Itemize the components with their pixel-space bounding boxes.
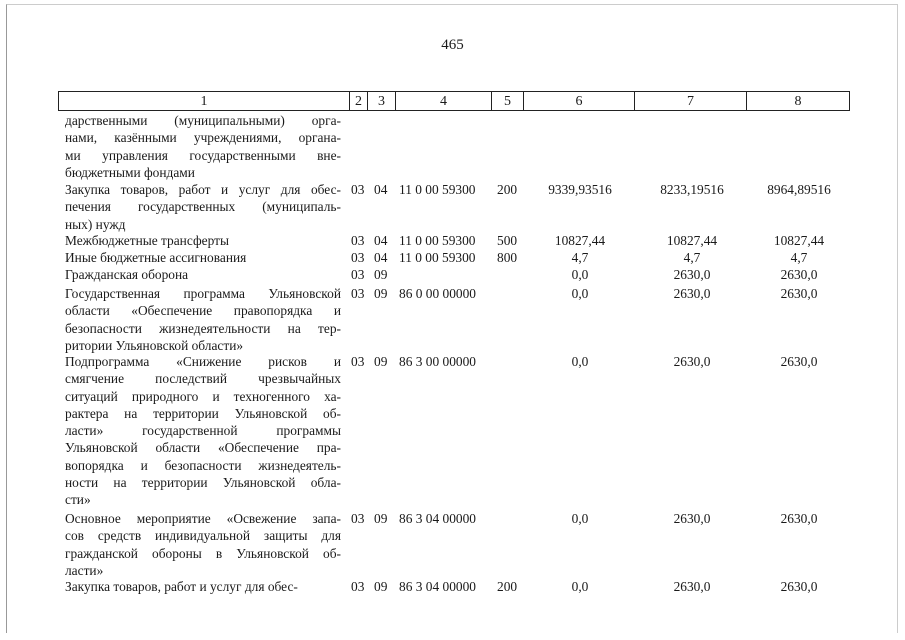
cell-v6: 0,0 bbox=[571, 511, 589, 526]
description-line: ми управления государственными вне- bbox=[65, 147, 341, 163]
cell-v8: 10827,44 bbox=[773, 233, 825, 248]
description-line: Гражданская оборона bbox=[65, 267, 189, 282]
description-line: сти» bbox=[65, 492, 91, 508]
description-line: ных) нужд bbox=[65, 216, 126, 232]
cell-rz: 03 bbox=[351, 579, 365, 594]
cell-pr: 04 bbox=[374, 250, 388, 265]
cell-v6: 9339,93516 bbox=[548, 182, 612, 197]
row-description bbox=[65, 578, 341, 595]
description-line: Закупка товаров, работ и услуг для обес- bbox=[65, 579, 298, 594]
cell-pr: 04 bbox=[374, 233, 388, 248]
description-line: нами, казёнными учреждениями, органа- bbox=[65, 130, 341, 146]
cell-v6: 0,0 bbox=[571, 579, 589, 594]
cell-v8: 2630,0 bbox=[780, 511, 818, 526]
cell-pr: 09 bbox=[374, 511, 388, 526]
description-line: Подпрограмма «Снижение рисков и bbox=[65, 354, 341, 369]
description-line: дарственными (муниципальными) орга- bbox=[65, 113, 341, 128]
description-line: Основное мероприятие «Освежение запа- bbox=[65, 511, 341, 526]
cell-v8: 4,7 bbox=[790, 250, 808, 265]
cell-rz: 03 bbox=[351, 267, 365, 282]
row-description bbox=[65, 181, 341, 233]
cell-pr: 04 bbox=[374, 182, 388, 197]
description-line: Государственная программа Ульяновской bbox=[65, 286, 341, 301]
cell-v8: 2630,0 bbox=[780, 286, 818, 301]
page-number: 465 bbox=[441, 37, 464, 53]
cell-vr: 200 bbox=[497, 579, 518, 594]
description-line: бюджетными фондами bbox=[65, 164, 195, 180]
description-line: ности на территории Ульяновской обла- bbox=[65, 475, 341, 491]
cell-csr: 11 0 00 59300 bbox=[399, 182, 476, 197]
cell-rz: 03 bbox=[351, 286, 365, 301]
cell-v6: 4,7 bbox=[571, 250, 589, 265]
header-col-1: 1 bbox=[58, 91, 350, 111]
description-line: Межбюджетные трансферты bbox=[65, 233, 229, 248]
cell-rz: 03 bbox=[351, 354, 365, 369]
cell-v7: 2630,0 bbox=[673, 286, 711, 301]
cell-vr: 200 bbox=[497, 182, 518, 197]
description-line: Закупка товаров, работ и услуг для обес- bbox=[65, 182, 341, 197]
description-line: Иные бюджетные ассигнования bbox=[65, 250, 247, 265]
description-line: безопасности жизнедеятельности на тер- bbox=[65, 320, 341, 336]
row-description bbox=[65, 266, 341, 283]
cell-csr: 86 3 00 00000 bbox=[399, 354, 476, 369]
cell-v6: 0,0 bbox=[571, 286, 589, 301]
row-description bbox=[65, 353, 341, 509]
cell-v6: 0,0 bbox=[571, 354, 589, 369]
cell-v7: 2630,0 bbox=[673, 267, 711, 282]
cell-v7: 4,7 bbox=[683, 250, 701, 265]
description-line: гражданской обороны в Ульяновской об- bbox=[65, 545, 341, 561]
description-line: рактера на территории Ульяновской об- bbox=[65, 405, 341, 421]
description-line: ритории Ульяновской области» bbox=[65, 337, 244, 353]
header-col-6: 6 bbox=[524, 91, 635, 111]
cell-v7: 2630,0 bbox=[673, 511, 711, 526]
cell-pr: 09 bbox=[374, 267, 388, 282]
cell-vr: 800 bbox=[497, 250, 518, 265]
header-col-4: 4 bbox=[396, 91, 492, 111]
cell-vr: 500 bbox=[497, 233, 518, 248]
description-line: Ульяновской области «Обеспечение пра- bbox=[65, 440, 341, 456]
cell-rz: 03 bbox=[351, 233, 365, 248]
row-description bbox=[65, 249, 341, 266]
header-col-3: 3 bbox=[368, 91, 396, 111]
description-line: ласти» bbox=[65, 562, 104, 578]
cell-rz: 03 bbox=[351, 250, 365, 265]
description-line: ласти» государственной программы bbox=[65, 423, 341, 439]
cell-pr: 09 bbox=[374, 286, 388, 301]
cell-v7: 2630,0 bbox=[673, 579, 711, 594]
description-line: ситуаций природного и техногенного ха- bbox=[65, 388, 341, 404]
cell-v8: 2630,0 bbox=[780, 354, 818, 369]
cell-v6: 10827,44 bbox=[554, 233, 606, 248]
cell-v7: 8233,19516 bbox=[660, 182, 724, 197]
description-line: области «Обеспечение правопорядка и bbox=[65, 303, 341, 319]
cell-rz: 03 bbox=[351, 182, 365, 197]
cell-v8: 2630,0 bbox=[780, 579, 818, 594]
header-col-8: 8 bbox=[747, 91, 850, 111]
row-description bbox=[65, 285, 341, 354]
cell-pr: 09 bbox=[374, 579, 388, 594]
cell-csr: 11 0 00 59300 bbox=[399, 250, 476, 265]
header-col-5: 5 bbox=[492, 91, 524, 111]
description-line: вопорядка и безопасности жизнедеятель- bbox=[65, 457, 341, 473]
cell-v8: 2630,0 bbox=[780, 267, 818, 282]
cell-csr: 86 3 04 00000 bbox=[399, 511, 476, 526]
cell-v7: 10827,44 bbox=[666, 233, 718, 248]
header-col-7: 7 bbox=[635, 91, 747, 111]
cell-csr: 11 0 00 59300 bbox=[399, 233, 476, 248]
cell-rz: 03 bbox=[351, 511, 365, 526]
row-description bbox=[65, 510, 341, 579]
cell-csr: 86 3 04 00000 bbox=[399, 579, 476, 594]
description-line: печения государственных (муниципаль- bbox=[65, 199, 341, 215]
cell-v6: 0,0 bbox=[571, 267, 589, 282]
row-description bbox=[65, 112, 341, 181]
description-line: сов средств индивидуальной защиты для bbox=[65, 528, 341, 544]
cell-v8: 8964,89516 bbox=[767, 182, 831, 197]
row-description bbox=[65, 232, 341, 249]
header-col-2: 2 bbox=[350, 91, 368, 111]
cell-csr: 86 0 00 00000 bbox=[399, 286, 476, 301]
cell-pr: 09 bbox=[374, 354, 388, 369]
description-line: смягчение последствий чрезвычайных bbox=[65, 371, 341, 387]
cell-v7: 2630,0 bbox=[673, 354, 711, 369]
